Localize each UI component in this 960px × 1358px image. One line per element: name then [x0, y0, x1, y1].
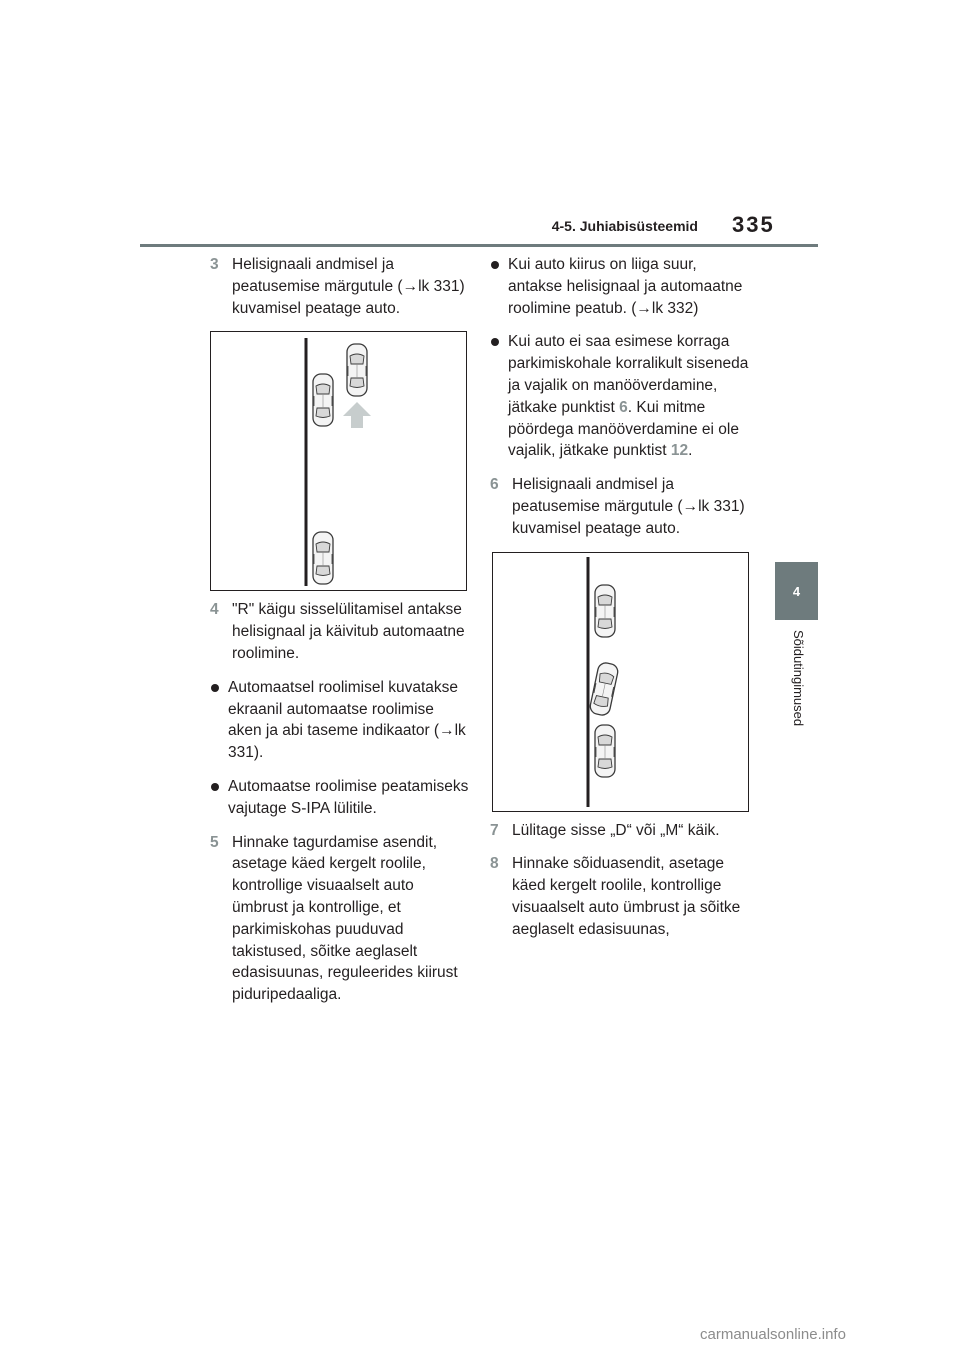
bullet-auto-steering: Automaatsel roolimisel kuvatakse ekraanil automaatse roolimise aken ja abi taseme indikaator (→lk 331). — [210, 677, 470, 764]
own-car — [589, 661, 619, 716]
right-column — [490, 254, 755, 953]
arrow-icon: → — [682, 497, 699, 515]
watermark: carmanualsonline.info — [700, 1326, 846, 1343]
own-car — [347, 344, 367, 396]
header-rule — [140, 244, 818, 247]
step-reference: 12 — [670, 442, 689, 460]
step-4: 4 "R" käigu sisselülitamisel antakse helisignaal ja käivitub automaatne roolimine. — [210, 601, 465, 662]
parked-car-rear — [595, 725, 615, 777]
step-reference: 6 — [619, 398, 628, 416]
left-column — [210, 254, 470, 1018]
bullet-icon — [491, 338, 499, 346]
bullet-icon — [211, 783, 219, 791]
arrow-icon: → — [439, 722, 455, 740]
step-5: 5 Hinnake tagurdamise asendit, asetage käed kergelt roolile, kontrollige visuaalselt auto ümbrust ja kontrollige, et parkimiskohas puuduvad takistused, sõitke aeglaselt edasisuunas, reguleerides kiirust piduripedaaliga. — [210, 833, 458, 1004]
parked-car-rear — [313, 532, 333, 584]
step-6: 6 Helisignaali andmisel ja peatusemise märgutule (→lk 331) kuvamisel peatage auto. — [490, 476, 745, 537]
arrow-icon: → — [636, 299, 652, 317]
parking-illustration-2 — [492, 552, 749, 812]
step-8: 8 Hinnake sõiduasendit, asetage käed kergelt roolile, kontrollige visuaalselt auto ümbrust ja sõitke aeglaselt edasisuunas, — [490, 855, 741, 938]
bullet-icon — [491, 261, 499, 269]
chapter-title: Sõidutingimused — [791, 630, 806, 727]
step-3: 3 Helisignaali andmisel ja peatusemise märgutule (→lk 331) kuvamisel peatage auto. — [210, 256, 465, 317]
parked-car-front — [313, 374, 333, 426]
parked-car-front — [595, 585, 615, 637]
bullet-stop-steering: Automaatse roolimise peatamiseks vajutage S-IPA lülitile. — [210, 776, 470, 820]
arrow-icon: → — [402, 277, 419, 295]
step-number: 3 — [210, 256, 219, 273]
bullet-maneuvering: Kui auto ei saa esimese korraga parkimiskohale korralikult siseneda ja vajalik on manööverdamine, jätkake punktist 6. Kui mitme pöördega manööverdamine ei ole vajalik, jätkake punktist 12. — [490, 331, 755, 462]
parking-illustration-1 — [210, 331, 467, 591]
page-number: 335 — [732, 212, 775, 237]
forward-arrow-icon — [343, 402, 371, 428]
bullet-icon — [211, 684, 219, 692]
section-title: 4-5. Juhiabisüsteemid — [551, 218, 698, 234]
step-7: 7 Lülitage sisse „D“ või „M“ käik. — [490, 821, 720, 839]
chapter-tab: 4 — [775, 562, 818, 620]
bullet-speed-too-high: Kui auto kiirus on liiga suur, antakse helisignaal ja automaatne roolimine peatub. (→lk 332) — [490, 254, 755, 319]
